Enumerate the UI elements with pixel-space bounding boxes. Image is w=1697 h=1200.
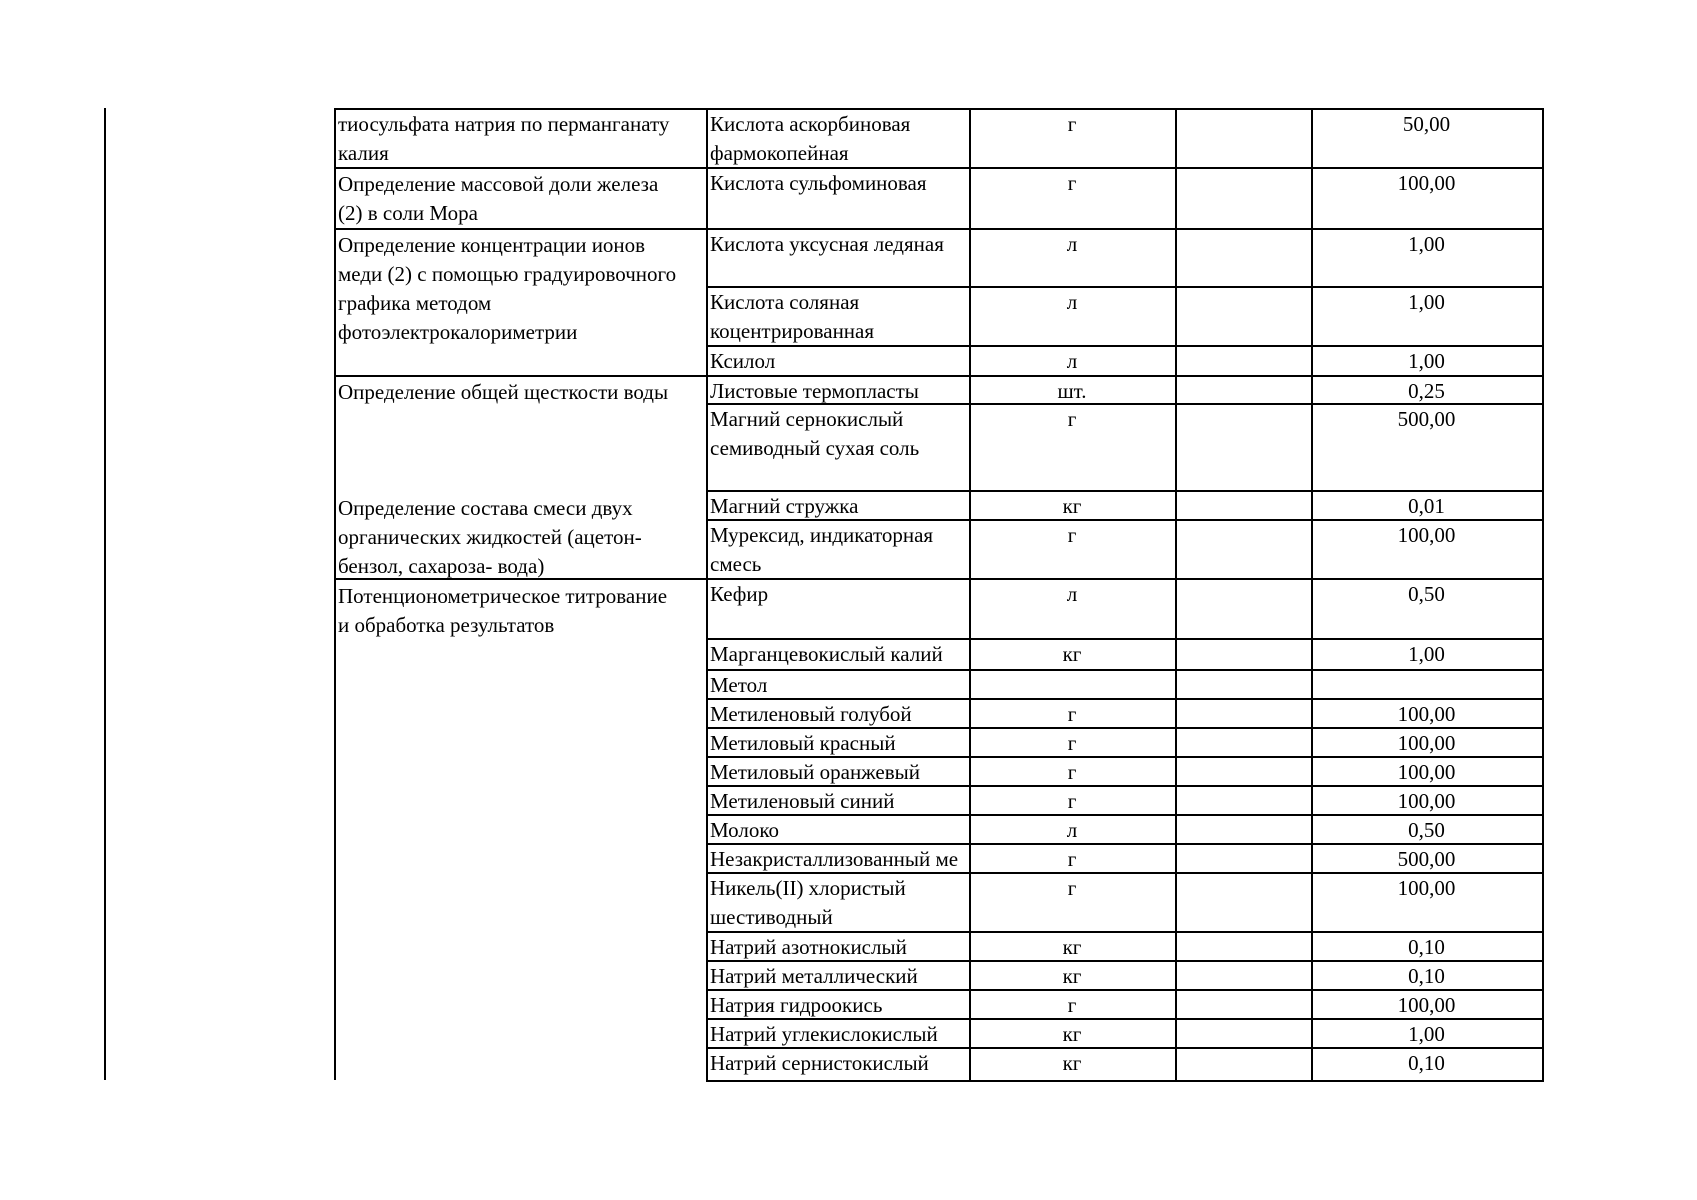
item-empty-cell — [1175, 405, 1311, 434]
item-quantity: 500,00 — [1397, 407, 1456, 431]
item-empty-cell — [1175, 933, 1311, 962]
item-quantity: 500,00 — [1397, 847, 1456, 871]
item-name: Натрия гидроокись — [710, 993, 883, 1017]
item-quantity: 0,10 — [1408, 935, 1445, 959]
item-empty-cell — [1175, 845, 1311, 874]
item-name: Незакристаллизованный ме — [710, 847, 959, 871]
item-name: Натрий металлический — [710, 964, 918, 988]
item-name: семиводный сухая соль — [710, 436, 920, 460]
item-empty-cell — [1175, 729, 1311, 758]
left-group-text: Определение массовой доли железа — [338, 172, 659, 196]
item-quantity: 50,00 — [1402, 112, 1451, 136]
item-name: смесь — [710, 552, 762, 576]
item-unit: кг — [1062, 1022, 1082, 1046]
item-unit: г — [1067, 731, 1077, 755]
left-group-text: органических жидкостей (ацетон- — [338, 525, 642, 549]
item-name: Марганцевокислый калий — [710, 642, 943, 666]
item-unit: л — [1066, 232, 1078, 256]
item-name: коцентрированная — [710, 319, 875, 343]
item-quantity: 1,00 — [1408, 1022, 1445, 1046]
left-group-text: Потенционометрическое титрование — [338, 584, 668, 608]
item-name: Метиловый оранжевый — [710, 760, 920, 784]
item-empty-cell — [1175, 787, 1311, 816]
item-empty-cell — [1175, 288, 1311, 317]
item-name: Ксилол — [710, 349, 776, 373]
item-quantity: 100,00 — [1397, 760, 1456, 784]
item-unit: шт. — [1057, 379, 1087, 403]
item-empty-cell — [1175, 671, 1311, 700]
item-empty-cell — [1175, 377, 1311, 406]
item-quantity: 1,00 — [1408, 232, 1445, 256]
item-quantity: 100,00 — [1397, 731, 1456, 755]
item-unit: г — [1067, 702, 1077, 726]
item-unit: г — [1067, 407, 1077, 431]
left-group-text: тиосульфата натрия по перманганату — [338, 112, 670, 136]
item-unit: кг — [1062, 642, 1082, 666]
item-quantity: 100,00 — [1397, 702, 1456, 726]
item-name: Листовые термопласты — [710, 379, 919, 403]
left-group-text: Определение общей щесткости воды — [338, 380, 669, 404]
item-unit: г — [1067, 993, 1077, 1017]
left-group-text: графика методом — [338, 291, 492, 315]
item-empty-cell — [1175, 580, 1311, 609]
item-unit — [969, 671, 1175, 700]
item-quantity: 100,00 — [1397, 171, 1456, 195]
item-unit: кг — [1062, 964, 1082, 988]
item-name: Натрий углекислокислый — [710, 1022, 938, 1046]
left-group-text: калия — [338, 141, 389, 165]
item-name: Кефир — [710, 582, 769, 606]
item-name: Метиловый красный — [710, 731, 896, 755]
item-unit: г — [1067, 876, 1077, 900]
left-group-text: (2) в соли Мора — [338, 201, 478, 225]
table-row-rule — [706, 1080, 1544, 1082]
item-empty-cell — [1175, 991, 1311, 1020]
item-empty-cell — [1175, 492, 1311, 521]
item-name: Магний сернокислый — [710, 407, 904, 431]
item-name: Кислота соляная — [710, 290, 860, 314]
item-unit: л — [1066, 349, 1078, 373]
item-quantity: 0,10 — [1408, 964, 1445, 988]
item-unit: л — [1066, 582, 1078, 606]
group-row-rule — [334, 228, 706, 230]
item-quantity: 1,00 — [1408, 290, 1445, 314]
item-empty-cell — [1175, 1049, 1311, 1078]
item-name: Натрий азотнокислый — [710, 935, 907, 959]
item-quantity: 0,25 — [1408, 379, 1445, 403]
item-unit: г — [1067, 760, 1077, 784]
item-name: фармокопейная — [710, 141, 849, 165]
item-name: Метол — [710, 673, 768, 697]
group-row-rule — [334, 375, 706, 377]
item-name: Метиленовый голубой — [710, 702, 912, 726]
item-empty-cell — [1175, 962, 1311, 991]
item-name: Натрий сернистокислый — [710, 1051, 929, 1075]
item-name: Магний стружка — [710, 494, 859, 518]
left-group-text: и обработка результатов — [338, 613, 555, 637]
margin-rule-inner — [334, 108, 336, 1080]
item-quantity: 0,01 — [1408, 494, 1445, 518]
item-quantity: 0,50 — [1408, 818, 1445, 842]
item-name: Кислота сульфоминовая — [710, 171, 927, 195]
item-quantity — [1311, 671, 1542, 700]
item-quantity: 100,00 — [1397, 789, 1456, 813]
item-empty-cell — [1175, 110, 1311, 139]
item-unit: г — [1067, 112, 1077, 136]
item-unit: кг — [1062, 1051, 1082, 1075]
left-group-text: фотоэлектрокалориметрии — [338, 320, 578, 344]
item-empty-cell — [1175, 230, 1311, 259]
item-quantity: 1,00 — [1408, 349, 1445, 373]
item-unit: л — [1066, 290, 1078, 314]
item-name: Кислота уксусная ледяная — [710, 232, 944, 256]
item-name: Мурексид, индикаторная — [710, 523, 934, 547]
item-unit: г — [1067, 789, 1077, 813]
item-quantity: 1,00 — [1408, 642, 1445, 666]
left-group-text: Определение концентрации ионов — [338, 233, 646, 257]
left-group-text: Определение состава смеси двух — [338, 496, 633, 520]
item-empty-cell — [1175, 874, 1311, 903]
item-empty-cell — [1175, 640, 1311, 669]
margin-rule-left — [104, 108, 106, 1080]
item-unit: кг — [1062, 935, 1082, 959]
item-unit: г — [1067, 847, 1077, 871]
left-group-text: меди (2) с помощью градуировочного — [338, 262, 677, 286]
item-name: шестиводный — [710, 905, 833, 929]
item-quantity: 0,50 — [1408, 582, 1445, 606]
left-group-text: бензол, сахароза- вода) — [338, 554, 545, 578]
item-quantity: 100,00 — [1397, 993, 1456, 1017]
item-name: Метиленовый синий — [710, 789, 895, 813]
item-unit: л — [1066, 818, 1078, 842]
item-empty-cell — [1175, 521, 1311, 550]
table-column-rule — [1542, 108, 1544, 1080]
item-name: Никель(II) хлористый — [710, 876, 906, 900]
table-column-rule — [706, 108, 708, 1080]
item-name: Кислота аскорбиновая — [710, 112, 911, 136]
item-unit: г — [1067, 523, 1077, 547]
item-unit: кг — [1062, 494, 1082, 518]
item-name: Молоко — [710, 818, 779, 842]
item-empty-cell — [1175, 347, 1311, 376]
item-empty-cell — [1175, 1020, 1311, 1049]
item-quantity: 100,00 — [1397, 523, 1456, 547]
item-empty-cell — [1175, 816, 1311, 845]
item-unit: г — [1067, 171, 1077, 195]
item-empty-cell — [1175, 700, 1311, 729]
item-empty-cell — [1175, 758, 1311, 787]
item-quantity: 0,10 — [1408, 1051, 1445, 1075]
item-quantity: 100,00 — [1397, 876, 1456, 900]
item-empty-cell — [1175, 169, 1311, 198]
